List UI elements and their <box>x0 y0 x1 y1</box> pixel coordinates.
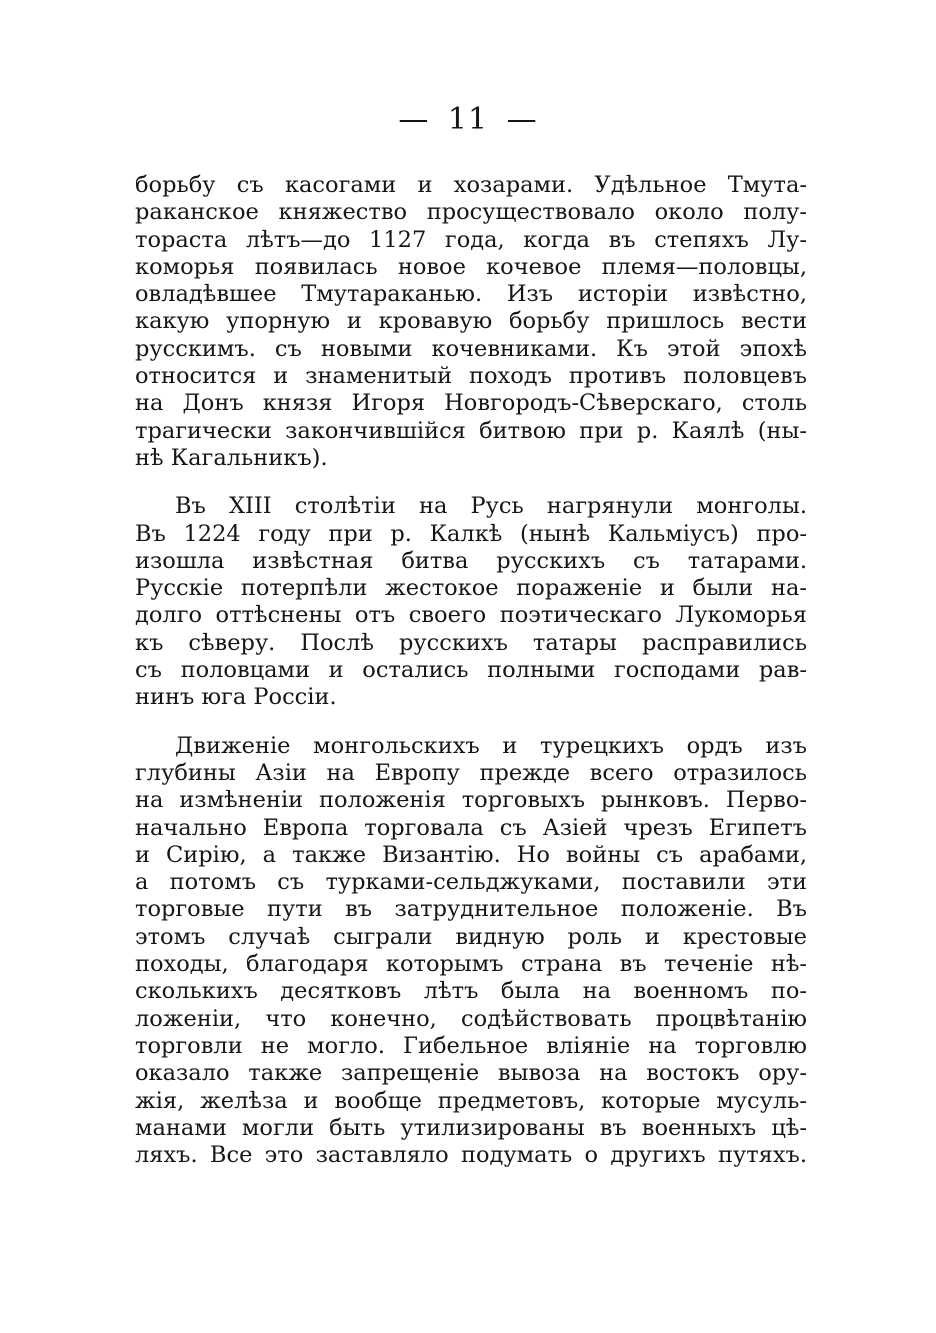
text-line: русскимъ. съ новыми кочевниками. Къ этой эпохѣ <box>135 335 807 362</box>
text-line: къ сѣверу. Послѣ русскихъ татары расправились <box>135 629 807 656</box>
text-line: Русскіе потерпѣли жестокое пораженіе и были на- <box>135 575 807 602</box>
text-line: сколькихъ десятковъ лѣтъ была на военномъ по- <box>135 978 807 1005</box>
paragraph-1 <box>135 172 807 472</box>
text-line: борьбу съ касогами и хозарами. Удѣльное Тмута- <box>135 172 807 198</box>
header-dash-right: — <box>506 102 538 137</box>
text-line: а потомъ съ турками-сельджуками, поставили эти <box>135 869 807 896</box>
text-line: жія, желѣза и вообще предметовъ, которые мусуль- <box>135 1087 807 1114</box>
text-line: оказало также запрещеніе вывоза на востокъ ору- <box>135 1060 807 1087</box>
text-line: торговые пути въ затруднительное положеніе. Въ <box>135 896 807 923</box>
text-line: глубины Азіи на Европу прежде всего отразилось <box>135 759 807 786</box>
text-line: трагически закончившійся битвою при р. Каялѣ (ны- <box>135 417 807 444</box>
text-line: изошла извѣстная битва русскихъ съ татарами. <box>135 547 807 574</box>
page-header <box>0 102 936 137</box>
text-line: относится и знаменитый походъ противъ половцевъ <box>135 363 807 390</box>
text-line: Въ 1224 году при р. Калкѣ (нынѣ Кальміусъ) про- <box>135 520 807 547</box>
body-text <box>135 172 807 1169</box>
text-line: съ половцами и остались полными господами рав- <box>135 657 807 684</box>
page-number: 11 <box>447 102 489 137</box>
text-line: раканское княжество просуществовало около полу- <box>135 199 807 226</box>
text-line: этомъ случаѣ сыграли видную роль и крестовые <box>135 923 807 950</box>
header-dash-left: — <box>398 102 430 137</box>
text-line: на измѣненіи положенія торговыхъ рынковъ. Перво- <box>135 787 807 814</box>
text-line: и Сирію, а также Византію. Но войны съ арабами, <box>135 841 807 868</box>
text-line: долго оттѣснены отъ своего поэтическаго Лукоморья <box>135 602 807 629</box>
text-line: манами могли быть утилизированы въ военныхъ цѣ- <box>135 1114 807 1141</box>
text-line: нѣ Кагальникъ). <box>135 444 328 471</box>
text-line: торговли не могло. Гибельное вліяніе на торговлю <box>135 1032 807 1059</box>
text-line: коморья появилась новое кочевое племя—половцы, <box>135 253 807 280</box>
text-line: тораста лѣтъ—до 1127 года, когда въ степяхъ Лу- <box>135 226 807 253</box>
paragraph-3 <box>135 733 807 1170</box>
paragraph-2 <box>135 493 807 711</box>
text-line: какую упорную и кровавую борьбу пришлось вести <box>135 308 807 335</box>
text-line: нинъ юга Россіи. <box>135 684 337 711</box>
text-line: Въ XIII столѣтіи на Русь нагрянули монголы. <box>175 493 807 520</box>
text-line: начально Европа торговала съ Азіей чрезъ Египетъ <box>135 814 807 841</box>
text-line: походы, благодаря которымъ страна въ теченіе нѣ- <box>135 951 807 978</box>
text-line: Движеніе монгольскихъ и турецкихъ ордъ изъ <box>175 732 807 759</box>
text-line: ложеніи, что конечно, содѣйствовать процвѣтанію <box>135 1005 807 1032</box>
text-line: на Донъ князя Игоря Новгородъ-Сѣверскаго, столь <box>135 390 807 417</box>
text-line: овладѣвшее Тмутараканью. Изъ исторіи извѣстно, <box>135 281 807 308</box>
text-line: ляхъ. Все это заставляло подумать о другихъ путяхъ. <box>135 1142 807 1169</box>
